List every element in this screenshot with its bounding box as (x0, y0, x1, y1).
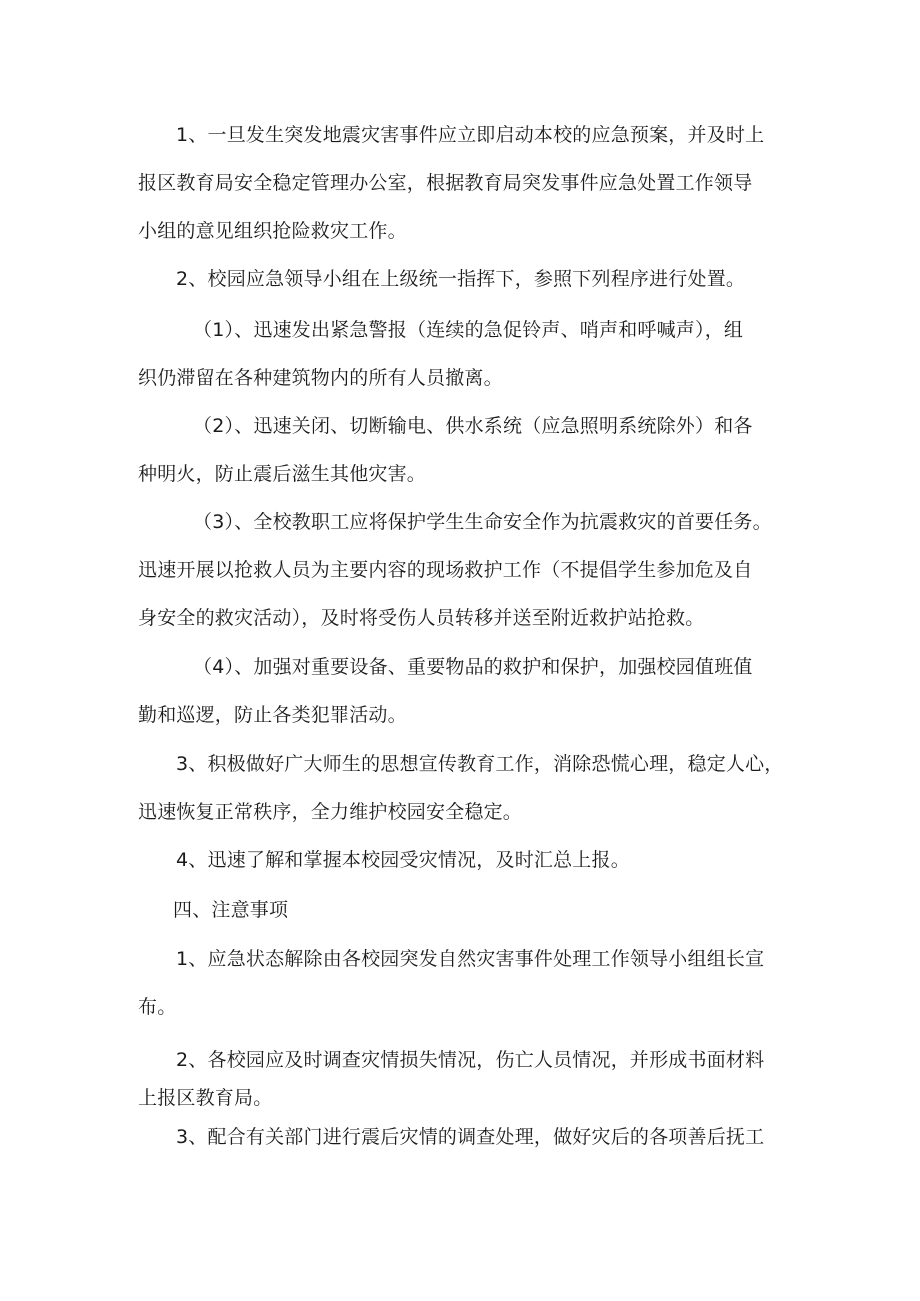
paragraph-line: （3）、全校教职工应将保护学生生命安全作为抗震救灾的首要任务。 (193, 511, 772, 533)
paragraph-line: 小组的意见组织抢险救灾工作。 (138, 220, 407, 242)
paragraph-line: 迅速开展以抢救人员为主要内容的现场救护工作（不提倡学生参加危及自 (138, 559, 753, 581)
section-heading-text: 四、注意事项 (173, 899, 289, 921)
paragraph-2 (138, 255, 785, 303)
paragraph-line: 迅速恢复正常秩序，全力维护校园安全稳定。 (138, 801, 523, 823)
paragraph-3 (138, 306, 785, 402)
paragraph-line: （4）、加强对重要设备、重要物品的救护和保护，加强校园值班值 (193, 656, 753, 678)
paragraph-1 (138, 111, 785, 255)
paragraph-9 (138, 935, 785, 1031)
paragraph-10 (138, 1041, 785, 1117)
paragraph-line: 3、配合有关部门进行震后灾情的调查处理，做好灾后的各项善后抚工 (176, 1126, 765, 1148)
section-heading (138, 886, 785, 934)
paragraph-7 (138, 740, 785, 836)
paragraph-4 (138, 402, 785, 498)
paragraph-line: 1、一旦发生突发地震灾害事件应立即启动本校的应急预案，并及时上 (176, 124, 765, 146)
paragraph-line: 种明火，防止震后滋生其他灾害。 (138, 463, 427, 485)
paragraph-line: 织仍滞留在各种建筑物内的所有人员撤离。 (138, 367, 503, 389)
paragraph-line: 报区教育局安全稳定管理办公室，根据教育局突发事件应急处置工作领导 (138, 172, 753, 194)
paragraph-line: 身安全的救灾活动），及时将受伤人员转移并送至附近救护站抢救。 (138, 607, 705, 629)
paragraph-line: 2、各校园应及时调查灾情损失情况，伤亡人员情况，并形成书面材料 (176, 1049, 765, 1071)
paragraph-line: 勤和巡逻，防止各类犯罪活动。 (138, 704, 407, 726)
paragraph-line: 3、积极做好广大师生的思想宣传教育工作，消除恐慌心理，稳定人心， (176, 753, 784, 775)
paragraph-line: 1、应急状态解除由各校园突发自然灾害事件处理工作领导小组组长宣 (176, 948, 765, 970)
paragraph-6 (138, 643, 785, 739)
paragraph-line: 布。 (138, 996, 177, 1018)
paragraph-line: 4、迅速了解和掌握本校园受灾情况，及时汇总上报。 (176, 849, 630, 871)
paragraph-line: 2、校园应急领导小组在上级统一指挥下，参照下列程序进行处置。 (176, 268, 746, 290)
paragraph-line: （1）、迅速发出紧急警报（连续的急促铃声、哨声和呼喊声），组 (193, 319, 744, 341)
paragraph-11 (138, 1113, 785, 1161)
paragraph-8 (138, 836, 785, 884)
paragraph-line: 上报区教育局。 (138, 1087, 273, 1109)
paragraph-line: （2）、迅速关闭、切断输电、供水系统（应急照明系统除外）和各 (193, 415, 753, 437)
paragraph-5 (138, 498, 785, 642)
